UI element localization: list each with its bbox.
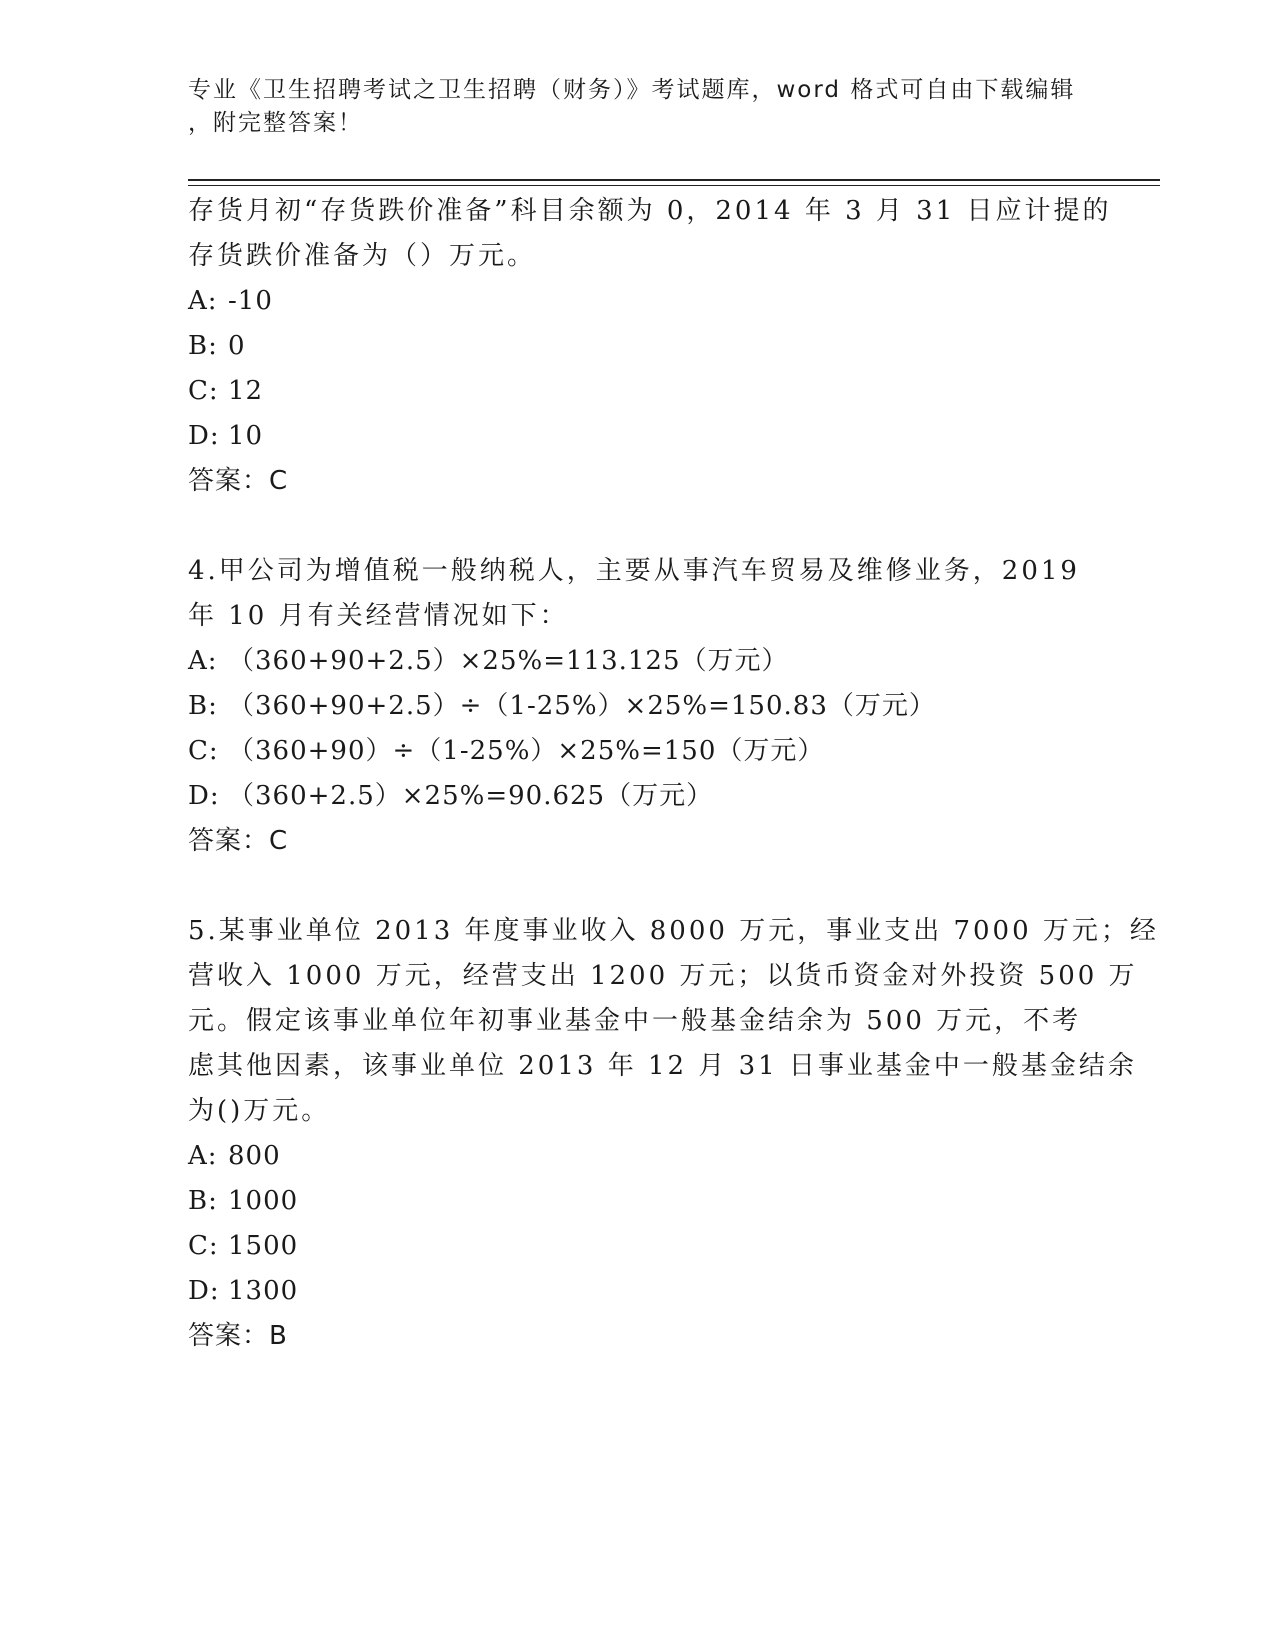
- option-text: 12: [228, 376, 264, 406]
- stem-line: 4.甲公司为增值税一般纳税人，主要从事汽车贸易及维修业务，2019: [188, 556, 1080, 586]
- option-key: B:: [188, 691, 218, 721]
- option-text: 1300: [228, 1276, 299, 1306]
- spacer: [188, 864, 1088, 909]
- option-a: [188, 1134, 1088, 1179]
- question-block: [188, 549, 1088, 864]
- question-block: [188, 189, 1112, 504]
- stem-line: 为()万元。: [188, 1096, 331, 1126]
- option-key: A:: [188, 286, 218, 316]
- option-key: B:: [188, 1186, 218, 1216]
- answer-line: 答案：B: [188, 1321, 288, 1351]
- answer-line: 答案：C: [188, 826, 289, 856]
- stem-line: 元。假定该事业单位年初事业基金中一般基金结余为 500 万元，不考: [188, 1006, 1082, 1036]
- option-text: （360+90+2.5）÷（1-25%）×25%=150.83（万元）: [228, 691, 936, 721]
- question-list: [188, 189, 1159, 1359]
- question-stem: [188, 189, 1112, 279]
- stem-line: 存货月初“存货跌价准备”科目余额为 0，2014 年 3 月 31 日应计提的: [188, 196, 1112, 226]
- option-d: [188, 414, 1088, 459]
- question-block: [188, 909, 1159, 1359]
- option-key: D:: [188, 781, 220, 811]
- question-stem: [188, 549, 1088, 639]
- option-a: [188, 279, 1088, 324]
- option-text: 1000: [228, 1186, 299, 1216]
- header-line-1: 专业《卫生招聘考试之卫生招聘（财务）》考试题库，word 格式可自由下载编辑: [188, 77, 1076, 103]
- stem-line: 营收入 1000 万元，经营支出 1200 万元；以货币资金对外投资 500 万: [188, 961, 1138, 991]
- option-key: C:: [188, 1231, 219, 1261]
- option-text: 0: [228, 331, 246, 361]
- option-text: （360+2.5）×25%=90.625（万元）: [228, 781, 714, 811]
- option-d: [188, 1269, 1088, 1314]
- option-key: D:: [188, 1276, 220, 1306]
- option-key: B:: [188, 331, 218, 361]
- question-stem: [188, 909, 1159, 1134]
- option-b: [188, 324, 1088, 369]
- option-c: [188, 1224, 1088, 1269]
- option-key: A:: [188, 646, 218, 676]
- option-text: -10: [228, 286, 273, 316]
- spacer: [188, 504, 1088, 549]
- option-a: [188, 639, 1088, 684]
- option-text: 800: [228, 1141, 281, 1171]
- option-c: [188, 729, 1088, 774]
- option-b: [188, 1179, 1088, 1224]
- option-key: D:: [188, 421, 220, 451]
- option-key: A:: [188, 1141, 218, 1171]
- stem-line: 存货跌价准备为（）万元。: [188, 241, 537, 271]
- option-text: 1500: [228, 1231, 299, 1261]
- option-text: 10: [228, 421, 264, 451]
- header-divider-thick: [188, 179, 1160, 181]
- option-c: [188, 369, 1088, 414]
- document-header: [188, 74, 1088, 140]
- option-key: C:: [188, 736, 219, 766]
- stem-line: 年 10 月有关经营情况如下：: [188, 601, 569, 631]
- header-divider-thin: [188, 185, 1160, 186]
- stem-line: 虑其他因素，该事业单位 2013 年 12 月 31 日事业基金中一般基金结余: [188, 1051, 1137, 1081]
- option-key: C:: [188, 376, 219, 406]
- option-text: （360+90+2.5）×25%=113.125（万元）: [228, 646, 789, 676]
- option-d: [188, 774, 1088, 819]
- stem-line: 5.某事业单位 2013 年度事业收入 8000 万元，事业支出 7000 万元；经: [188, 916, 1159, 946]
- header-line-2: ，附完整答案！: [188, 110, 363, 136]
- option-text: （360+90）÷（1-25%）×25%=150（万元）: [228, 736, 825, 766]
- answer-line: 答案：C: [188, 466, 289, 496]
- option-b: [188, 684, 1088, 729]
